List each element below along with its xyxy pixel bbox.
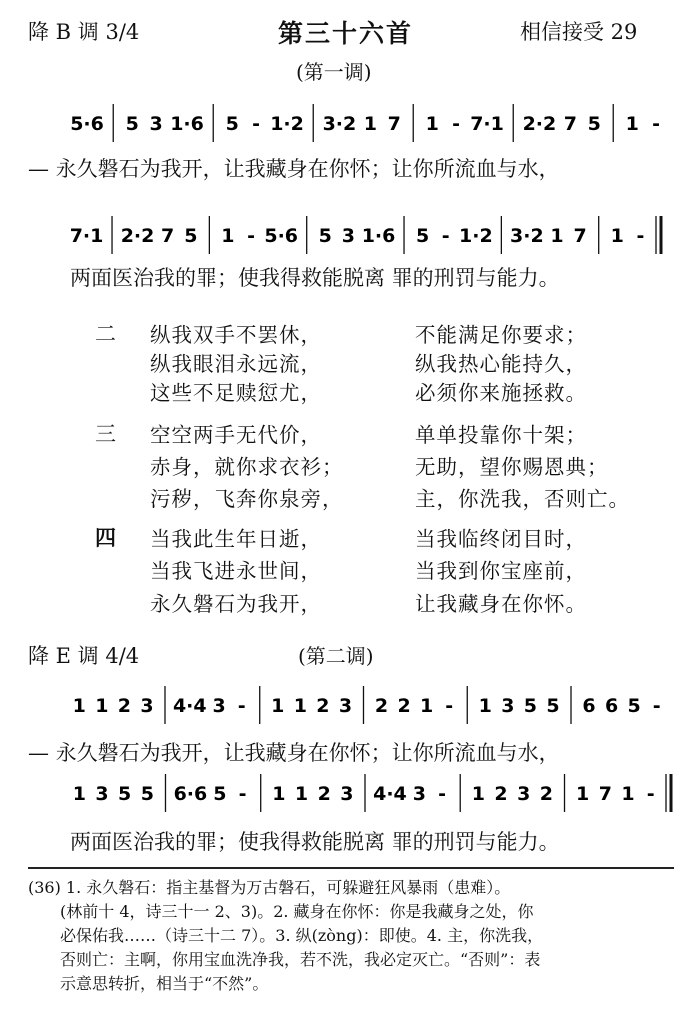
note: 1 (271, 695, 285, 717)
note: 7 (387, 113, 401, 135)
page-title: 第三十六首 (278, 19, 414, 48)
note: 1 (621, 783, 635, 805)
note: 5·6 (264, 225, 299, 247)
note: 1 (420, 695, 434, 717)
note: 1·2 (459, 225, 493, 247)
verse-2-line-2a: 纵我眼泪永远流， (150, 352, 322, 376)
verse-number-3: 三 (95, 422, 116, 446)
page-header-right: 相信接受 29 (520, 20, 638, 44)
note: 2 (316, 695, 330, 717)
note: 1 (363, 113, 377, 135)
note: 5 (627, 695, 641, 717)
note: 3 (212, 695, 226, 717)
note: - (237, 695, 246, 717)
verse-2-line-3a: 这些不足赎愆尤， (150, 381, 322, 405)
footnote-divider (28, 867, 674, 869)
note: 7 (563, 113, 577, 135)
note: 7·1 (69, 225, 104, 247)
note: 1·2 (270, 113, 304, 135)
note: 5 (125, 113, 139, 135)
verse-3-line-1b: 单单投靠你十架； (415, 423, 587, 447)
note: 3 (340, 783, 354, 805)
note: 5 (225, 113, 239, 135)
note: 1 (625, 113, 639, 135)
note: 3 (338, 695, 353, 717)
note: 1 (550, 225, 564, 247)
verse-3-line-2b: 无助，望你赐恩典； (415, 455, 609, 479)
note: 5 (587, 113, 601, 135)
note: 1 (294, 783, 309, 805)
verse-3-line-3b: 主，你洗我，否则亡。 (415, 487, 630, 511)
verse-4-line-2b: 当我到你宝座前， (415, 559, 587, 583)
note: 7 (598, 783, 612, 805)
footnote-line-2: (林前十 4，诗三十一 2、3)。2. 藏身在你怀：你是我藏身之处，你 (60, 902, 534, 921)
note: 1·6 (170, 113, 204, 135)
note: 6 (604, 695, 619, 717)
note: - (238, 783, 247, 805)
verse-3-line-2a: 赤身，就你求衣衫； (150, 455, 344, 479)
note: 2 (374, 695, 389, 717)
key-signature-2: 降 E 调 4/4 (28, 644, 140, 668)
note: - (652, 695, 661, 717)
note: 7·1 (470, 113, 504, 135)
footnote-line-1: (36) 1. 永久磐石：指主基督为万古磐石，可躲避狂风暴雨（患难）。 (28, 878, 511, 897)
note: 3·2 (510, 225, 544, 247)
footnote-line-3: 必保佑我……（诗三十二 7）。3. 纵(zòng)：即使。4. 主，你洗我， (60, 926, 544, 945)
note: 2 (317, 783, 331, 805)
note: - (247, 225, 256, 247)
notation-line-2 (0, 212, 700, 262)
notation-line-1 (0, 100, 700, 150)
key-signature-1: 降 B 调 3/4 (28, 20, 140, 44)
note: 1 (221, 225, 235, 247)
note: 3 (412, 783, 427, 805)
note: 1 (72, 783, 86, 805)
note: 5 (140, 783, 154, 805)
note: - (445, 695, 454, 717)
lyrics-line-1: — 永久磐石为我开，让我藏身在你怀；让你所流血与水， (28, 157, 560, 181)
note: 2·2 (522, 113, 557, 135)
verse-2-line-1b: 不能满足你要求； (415, 323, 587, 347)
note: 7 (161, 225, 175, 247)
note: 1 (478, 695, 492, 717)
note: 5 (523, 695, 538, 717)
note: 1 (72, 695, 86, 717)
note: - (646, 783, 655, 805)
note: 2 (494, 783, 508, 805)
note: 1 (610, 225, 624, 247)
note: 1 (95, 695, 109, 717)
note: 6 (582, 695, 596, 717)
lyrics-line-3: — 永久磐石为我开，让我藏身在你怀；让你所流血与水， (28, 741, 560, 765)
note: 3 (140, 695, 154, 717)
tune-label-1: (第一调) (296, 60, 372, 84)
note: 3 (341, 225, 356, 247)
note: 2 (397, 695, 411, 717)
verse-3-line-1a: 空空两手无代价， (150, 423, 322, 447)
note: 2 (117, 695, 132, 717)
note: - (652, 113, 661, 135)
note: 3 (149, 113, 163, 135)
notation-line-3 (0, 682, 700, 732)
verse-4-line-1a: 当我此生年日逝， (150, 527, 322, 551)
notation-line-4 (0, 770, 700, 820)
note: - (441, 225, 450, 247)
note: 1 (471, 783, 485, 805)
verse-4-line-3b: 让我藏身在你怀。 (415, 592, 587, 616)
verse-3-line-3a: 污秽，飞奔你泉旁， (150, 487, 344, 511)
note: 3 (95, 783, 109, 805)
lyrics-line-2: 两面医治我的罪；使我得救能脱离 罪的刑罚与能力。 (70, 266, 560, 290)
note: 2·2 (120, 225, 155, 247)
note: 3·2 (322, 113, 357, 135)
verse-2-line-1a: 纵我双手不罢休， (150, 323, 322, 347)
lyrics-line-4: 两面医治我的罪；使我得救能脱离 罪的刑罚与能力。 (70, 830, 560, 854)
verse-number-4: 四 (95, 525, 116, 550)
note: 4·4 (172, 695, 207, 717)
note: 1 (293, 695, 307, 717)
note: 5 (318, 225, 332, 247)
note: 7 (573, 225, 587, 247)
note: 6·6 (173, 783, 208, 805)
note: 5·6 (70, 113, 104, 135)
note: - (452, 113, 461, 135)
note: 2 (539, 783, 553, 805)
note: 1 (272, 783, 286, 805)
note: 3 (501, 695, 515, 717)
verse-4-line-3a: 永久磐石为我开， (150, 592, 322, 616)
note: - (438, 783, 447, 805)
note: 5 (415, 225, 430, 247)
footnote-line-4: 否则亡：主啊，你用宝血洗净我，若不洗，我必定灭亡。“否则”：表 (60, 950, 541, 969)
note: - (252, 113, 261, 135)
verse-4-line-1b: 当我临终闭目时， (415, 527, 587, 551)
note: 4·4 (373, 783, 407, 805)
note: 1 (425, 113, 439, 135)
note: - (636, 225, 645, 247)
note: 5 (118, 783, 132, 805)
verse-number-2: 二 (95, 322, 116, 346)
note: 1·6 (361, 225, 396, 247)
note: 5 (213, 783, 227, 805)
verse-4-line-2a: 当我飞进永世间， (150, 559, 322, 583)
verse-2-line-2b: 纵我热心能持久， (415, 352, 587, 376)
note: 1 (576, 783, 590, 805)
note: 5 (184, 225, 198, 247)
tune-label-2: (第二调) (298, 644, 374, 668)
note: 3 (517, 783, 531, 805)
verse-2-line-3b: 必须你来施拯救。 (415, 381, 587, 405)
footnote-line-5: 示意思转折，相当于“不然”。 (60, 974, 269, 993)
note: 5 (546, 695, 560, 717)
